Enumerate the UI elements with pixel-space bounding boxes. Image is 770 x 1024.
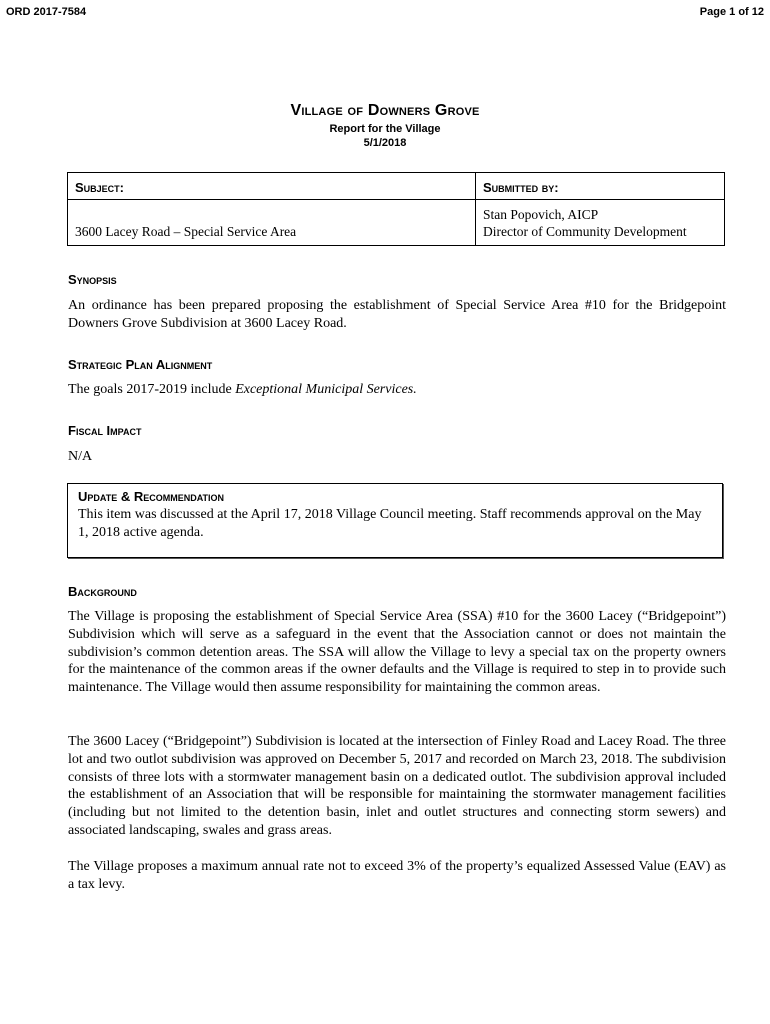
ordinance-number: ORD 2017-7584 [6, 6, 87, 18]
subject-value [68, 200, 476, 246]
background-paragraph-2: The 3600 Lacey (“Bridgepoint”) Subdivision is located at the intersection of Finley Road and Lacey Road. The three lot and two outlot subdivision was approved on December 5, 2017 and recorded on March 23, 2018. The subdivision consists of three lots with a stormwater management basin on a dedicated outlot. The subdivision approval included the establishment of an Association that will be responsible for maintaining the stormwater management facilities (including but not limited to the detention basin, inlet and outlet structures and connecting storm sewers) and associated landscaping, swales and grass areas. [68, 734, 726, 838]
subject-label: Subject: [68, 173, 476, 200]
strategic-heading: Strategic Plan Alignment [68, 357, 213, 372]
fiscal-text: N/A [68, 449, 93, 464]
page-title: Village of Downers Grove [290, 102, 480, 119]
submitter-name: Stan Popovich, AICP [483, 207, 599, 222]
strategic-text-prefix: The goals 2017-2019 include [68, 382, 236, 397]
report-subtitle: Report for the Village [329, 123, 441, 135]
update-text: This item was discussed at the April 17, 2018 Village Council meeting. Staff recommends approval on the May 1, 2018 active agenda. [78, 507, 702, 540]
page-indicator: Page 1 of 12 [699, 6, 764, 18]
submitted-by-label: Submitted by: [476, 173, 725, 200]
update-box [67, 483, 723, 558]
synopsis-heading: Synopsis [68, 272, 117, 287]
synopsis-text: An ordinance has been prepared proposing the establishment of Special Service Area #10 for the Bridgepoint Downers Grove Subdivision at 3600 Lacey Road. [68, 298, 726, 331]
subject-text: 3600 Lacey Road – Special Service Area [75, 224, 297, 239]
background-paragraph-1: The Village is proposing the establishment of Special Service Area (SSA) #10 for the 3600 Lacey (“Bridgepoint”) Subdivision which will serve as a safeguard in the event that the Association cannot or does not maintain the subdivision’s common detention areas. The SSA will allow the Village to levy a special tax on the property owners for the maintenance of the common areas if the owner defaults and the Village is required to step in to provide such maintenance. The Village would then assume responsibility for maintaining the common areas. [68, 609, 726, 696]
fiscal-heading: Fiscal Impact [68, 423, 142, 438]
strategic-text [68, 381, 726, 399]
strategic-text-italic: Exceptional Municipal Services. [235, 382, 417, 397]
subject-table [67, 172, 725, 246]
background-heading: Background [68, 584, 137, 599]
title-block [0, 102, 770, 149]
submitter-title: Director of Community Development [483, 224, 687, 239]
update-heading: Update & Recommendation [78, 489, 225, 504]
submitter-value [476, 200, 725, 246]
background-paragraph-3: The Village proposes a maximum annual rate not to exceed 3% of the property’s equalized Assessed Value (EAV) as a tax levy. [68, 859, 726, 892]
report-date: 5/1/2018 [363, 137, 407, 149]
